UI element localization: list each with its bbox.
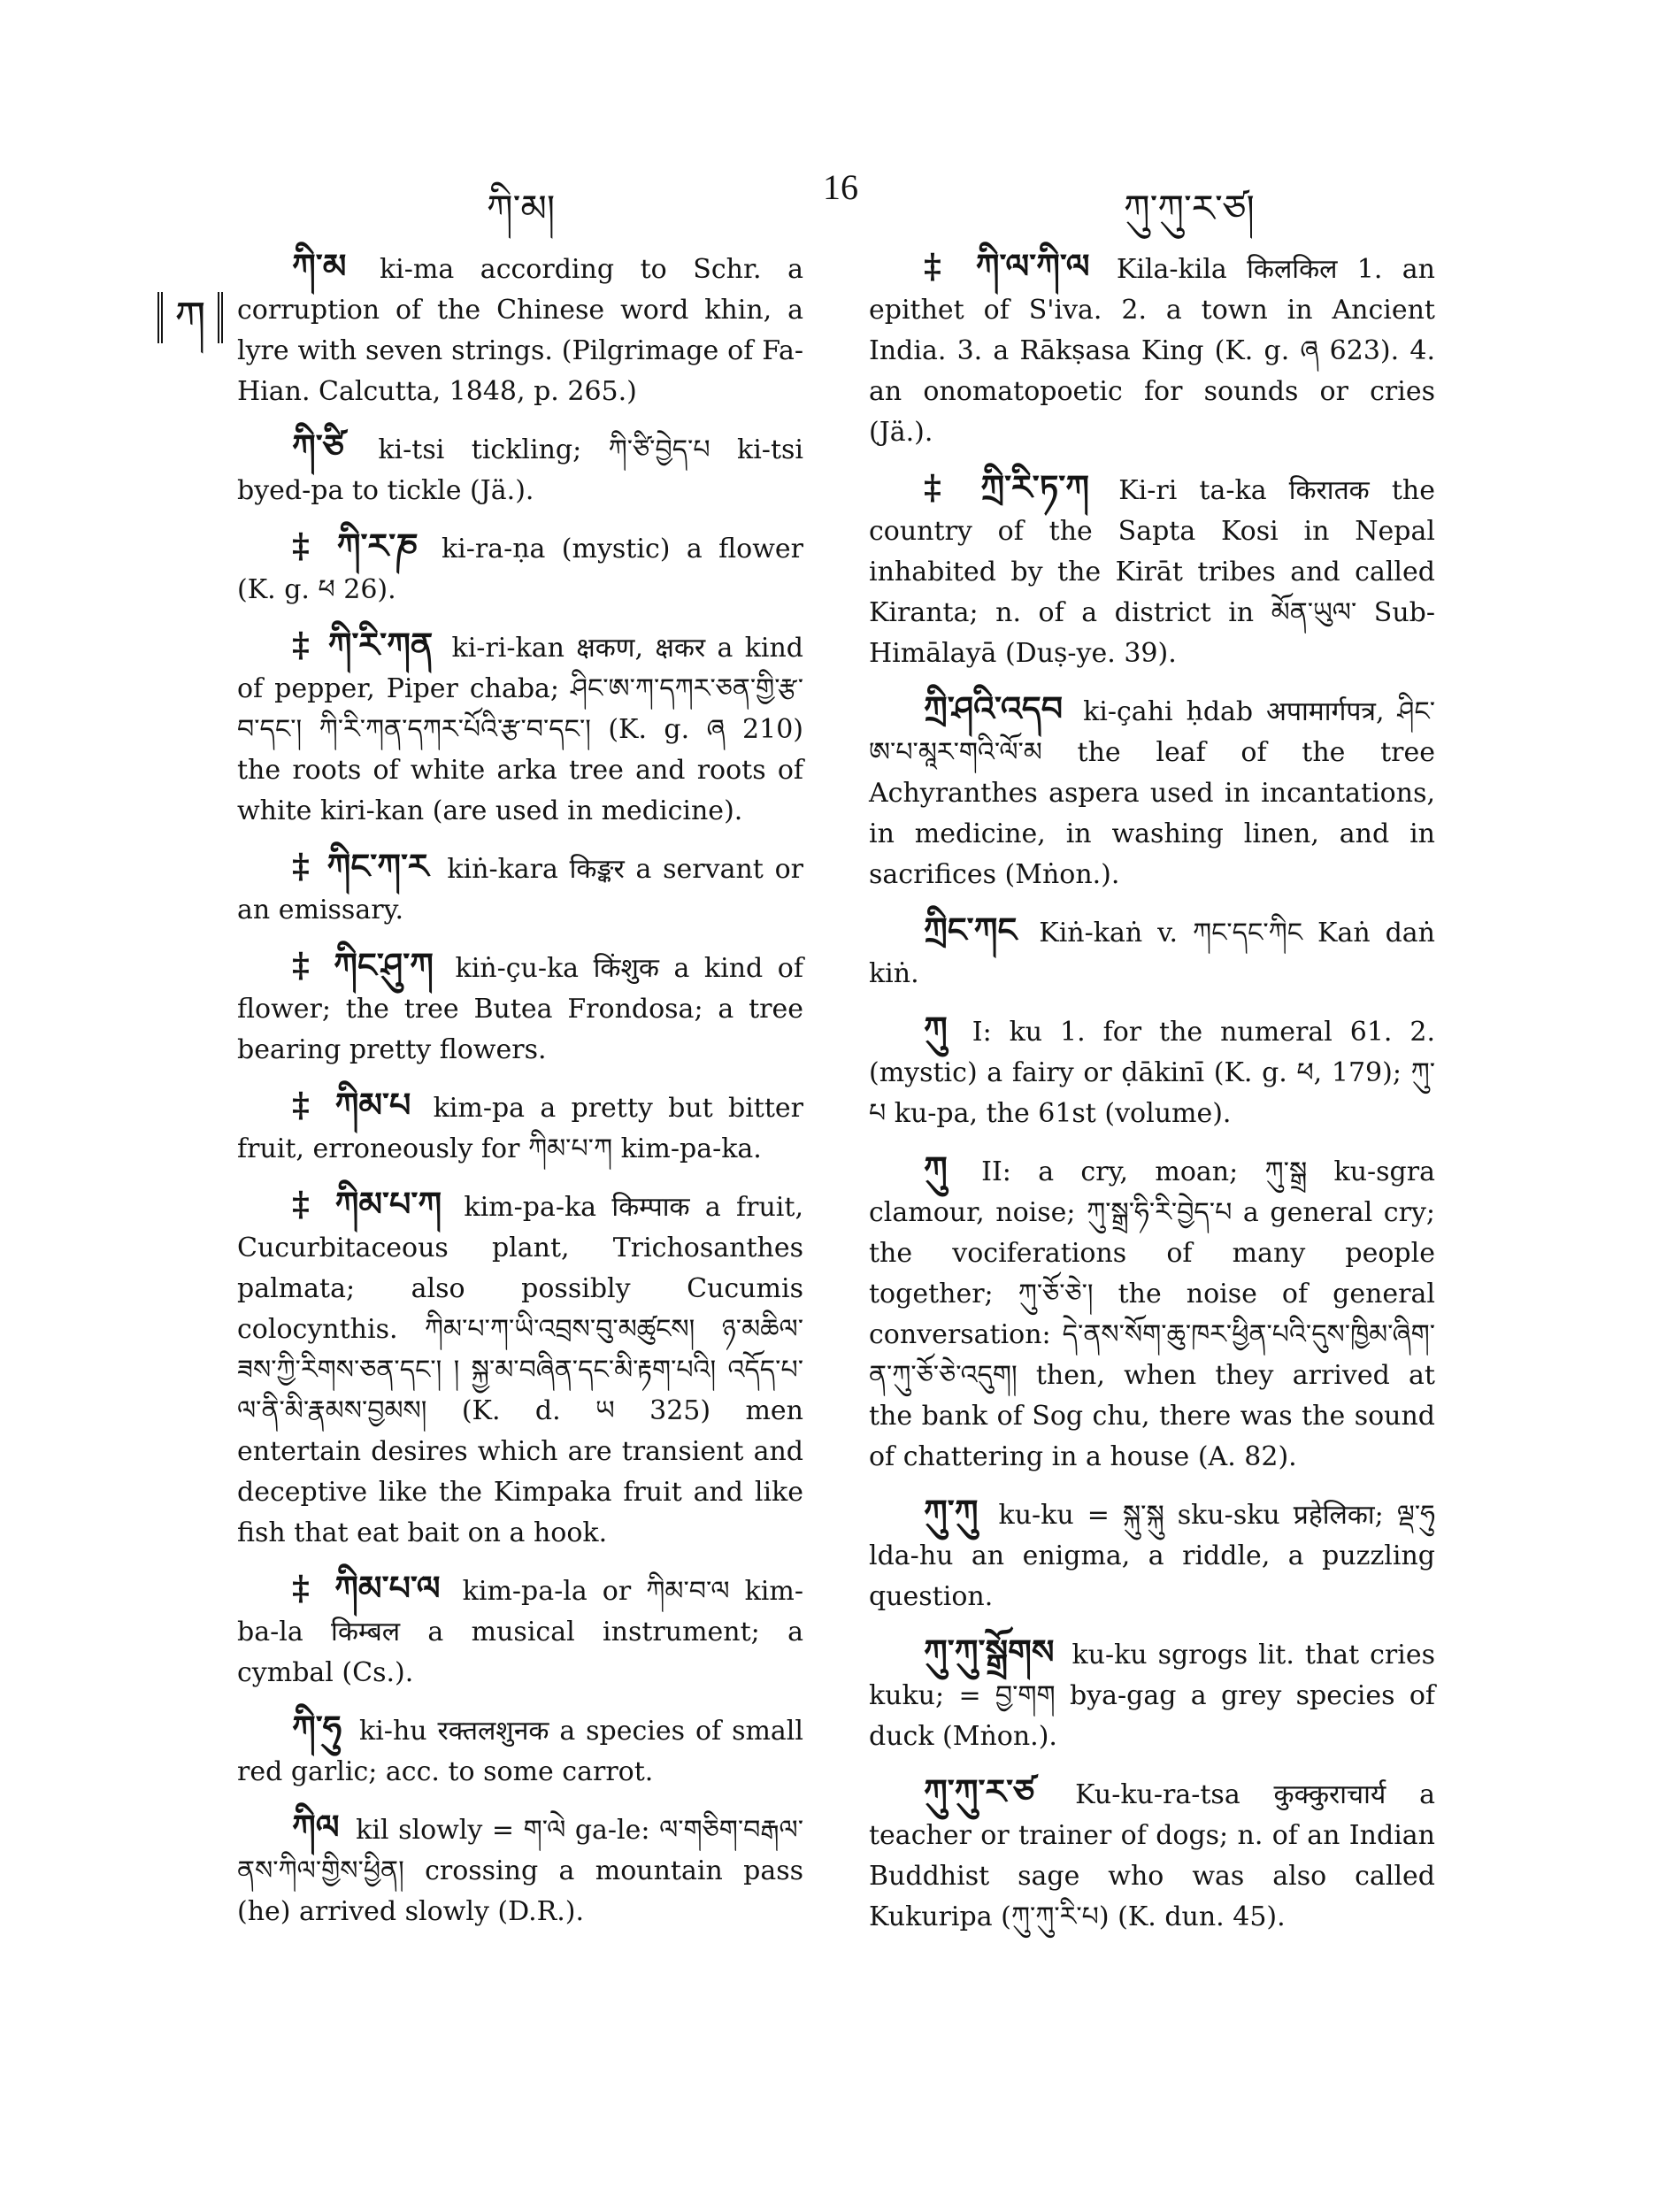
definition: ku-ku = སྐུ་སྐུ sku-sku प्रहेलिका; ལྡ་ཧུ lda-hu an enigma, a riddle, a puzzling question.: [869, 1500, 1435, 1612]
headword: ཀྲི་ཤའི་འདབ: [924, 688, 1064, 728]
definition: ki-çahi ḥdab अपामार्गपत्र, ཤིང་ཨ་པ་མཱར་གའི་ལོ་མ the leaf of the tree Achyranthes aspera used in incantations, in medicine, in washing linen, and in sacrifices (Mṅon.).: [869, 696, 1435, 890]
definition: kiṅ-kara किङ्कर a servant or an emissary.: [237, 854, 803, 926]
entry-ki-hu: [237, 1708, 803, 1793]
entry-kiri-taka: [869, 467, 1435, 674]
entry-kin-cu-ka: [237, 945, 803, 1071]
headword: ‡ ཀི་ར་ཎ: [292, 526, 419, 565]
right-column: [869, 246, 1435, 1952]
headword: ‡ ཀིམ་པ་ལ: [292, 1568, 441, 1608]
entry-ku-ku-sgrogs: [869, 1632, 1435, 1757]
entry-ku-ku: [869, 1492, 1435, 1617]
definition: kiṅ-çu-ka किंशुक a kind of flower; the tree Butea Frondosa; a tree bearing pretty flowers.: [237, 953, 803, 1065]
definition: ku-ku sgrogs lit. that cries kuku; = བྱ་གག bya-gag a grey species of duck (Mṅon.).: [869, 1640, 1435, 1752]
definition: I: ku 1. for the numeral 61. 2. (mystic) a fairy or ḍākinī (K. g. ཕ, 179); ཀུ་པ ku-pa, the 61st (volume).: [869, 1017, 1436, 1129]
headword: ཀུ་ཀུ་ར་ཙ: [924, 1771, 1035, 1811]
headword: ཀི་ཙི: [292, 426, 344, 466]
headword: ‡ ཀི་རི་ཀན: [292, 625, 434, 664]
entry-kil: [237, 1807, 803, 1932]
entry-ki-ra-na: [237, 526, 803, 611]
definition: kim-pa-ka किम्पाक a fruit, Cucurbitaceous plant, Trichosanthes palmata; also possibly Cucumis colocynthis. ཀིམ་པ་ཀ་ཡི་འབྲས་བུ་མཚུངས། ཉ་མཆིལ་ཟས་ཀྱི་རིགས་ཅན་དང་། ། སྐྱ་མ་བཞིན་དང་མི་རྟག་པའི། འདོད་པ་ལ་ནི་མི་རྣམས་བྱམས། (K. d. ཡ 325) men entertain desires which are transient and deceptive like the Kimpaka fruit and like fish that eat bait on a hook.: [237, 1192, 803, 1548]
entry-ku-2: [869, 1148, 1435, 1478]
entry-kim-pa: [237, 1085, 803, 1170]
entry-ki-tsi: [237, 426, 803, 511]
headword: ཀུ: [924, 1009, 948, 1048]
entry-kin-kan: [869, 910, 1435, 995]
headword: ཀུ་ཀུ་སྒྲོགས: [924, 1632, 1055, 1671]
headword: ‡ ཀྲི་རི་ཏ་ཀ: [924, 467, 1090, 507]
entry-kila-kila: [869, 246, 1435, 453]
headword: ‡ ཀིང་ཤུ་ཀ: [292, 945, 434, 985]
headword: ཀི་ཧུ: [292, 1708, 342, 1747]
definition: Kila-kila किलकिल 1. an epithet of S'iva. 2. a town in Ancient India. 3. a Rākṣasa King (K. g. ཞ 623). 4. an onomatopoetic for sounds or cries (Jä.).: [869, 254, 1435, 448]
thumb-index-tab: ཀ: [157, 292, 223, 343]
definition: kil slowly = ག་ལེ ga-le: ལ་གཅིག་བརྒལ་ནས་ཀིལ་གྱིས་ཕྱིན། crossing a mountain pass (he) arrived slowly (D.R.).: [237, 1815, 803, 1927]
definition: kim-pa a pretty but bitter fruit, erroneously for ཀིམ་པ་ཀ kim-pa-ka.: [237, 1093, 803, 1164]
headword: ཀུ: [924, 1148, 948, 1188]
entry-kim-pa-la: [237, 1568, 803, 1694]
headword: ཀུ་ཀུ: [924, 1492, 979, 1532]
definition: ki-hu रक्तलशुनक a species of small red garlic; acc. to some carrot.: [237, 1716, 803, 1787]
entry-ki-ri-kan: [237, 625, 803, 832]
definition: Kiṅ-kaṅ v. ཀང་དང་ཀིང Kaṅ daṅ kiṅ.: [869, 918, 1435, 989]
headword: ཀྲིང་ཀང: [924, 910, 1018, 949]
headword: ཀི་མ: [292, 246, 347, 286]
headword: ཀིལ: [292, 1807, 340, 1847]
entry-kim-pa-ka: [237, 1184, 803, 1554]
headword: ‡ ཀིམ་པ་ཀ: [292, 1184, 442, 1224]
definition: ki-ri-kan क्षकण, क्षकर a kind of pepper, Piper chaba; ཤིང་ཨ་ཀ་དཀར་ཅན་གྱི་རྩ་བ་དང་། ཀི་རི་ཀན་དཀར་པོའི་རྩ་བ་དང་། (K. g. ཞ 210) the roots of white arka tree and roots of white kiri-kan (are used in medicine).: [237, 633, 804, 826]
definition: kim-pa-la or ཀིམ་བ་ལ kim-ba-la किम्बल a musical instrument; a cymbal (Cs.).: [237, 1576, 803, 1688]
entry-ki-ma: [237, 246, 803, 412]
definition: II: a cry, moan; ཀུ་སྒྲ ku-sgra clamour, noise; ཀུ་སྒྲ་ཧི་རི་བྱེད་པ a general cry; the vociferations of many people together; ཀུ་ཅོ་ཅེ་། the noise of general conversation: དེ་ནས་སོག་ཆུ་ཁར་ཕྱིན་པའི་དུས་ཁྱིམ་ཞིག་ན་ཀུ་ཅོ་ཅེ་འདུག། then, when they arrived at the bank of Sog chu, there was the sound of chattering in a house (A. 82).: [869, 1156, 1435, 1472]
definition: ki-ra-ṇa (mystic) a flower (K. g. ཕ 26).: [237, 534, 803, 605]
header-right-word: ཀུ་ཀུ་ར་ཙ།: [1124, 187, 1255, 230]
page-number: 16: [823, 167, 858, 207]
definition: Ku-ku-ra-tsa कुक्कुराचार्य a teacher or trainer of dogs; n. of an Indian Buddhist sage who was also called Kukuripa (ཀུ་ཀུ་རི་པ) (K. dun. 45).: [869, 1779, 1435, 1932]
definition: Ki-ri ta-ka किरातक the country of the Sapta Kosi in Nepal inhabited by the Kirāt tribes and called Kiranta; n. of a district in མོན་ཡུལ་ Sub-Himālayā (Duṣ-ye. 39).: [869, 475, 1435, 669]
headword: ‡ ཀིམ་པ: [292, 1085, 411, 1125]
left-column: [237, 246, 803, 1947]
headword: ‡ ཀི་ལ་ཀི་ལ: [924, 246, 1090, 286]
headword: ‡ ཀིང་ཀ་ར: [292, 846, 429, 886]
entry-ku-1: [869, 1009, 1435, 1134]
entry-ku-ku-ra-tsa: [869, 1771, 1435, 1938]
entry-kin-kara: [237, 846, 803, 931]
definition: ki-tsi tickling; ཀི་ཙི་བྱེད་པ ki-tsi byed-pa to tickle (Jä.).: [237, 434, 803, 506]
entry-ki-cahi-hdab: [869, 688, 1435, 895]
running-header: [239, 166, 1451, 230]
definition: ki-ma according to Schr. a corruption of the Chinese word khin, a lyre with seven strings. (Pilgrimage of Fa-Hian. Calcutta, 1848, p. 265.): [237, 254, 803, 407]
header-left-word: ཀི་མ།: [487, 187, 556, 230]
